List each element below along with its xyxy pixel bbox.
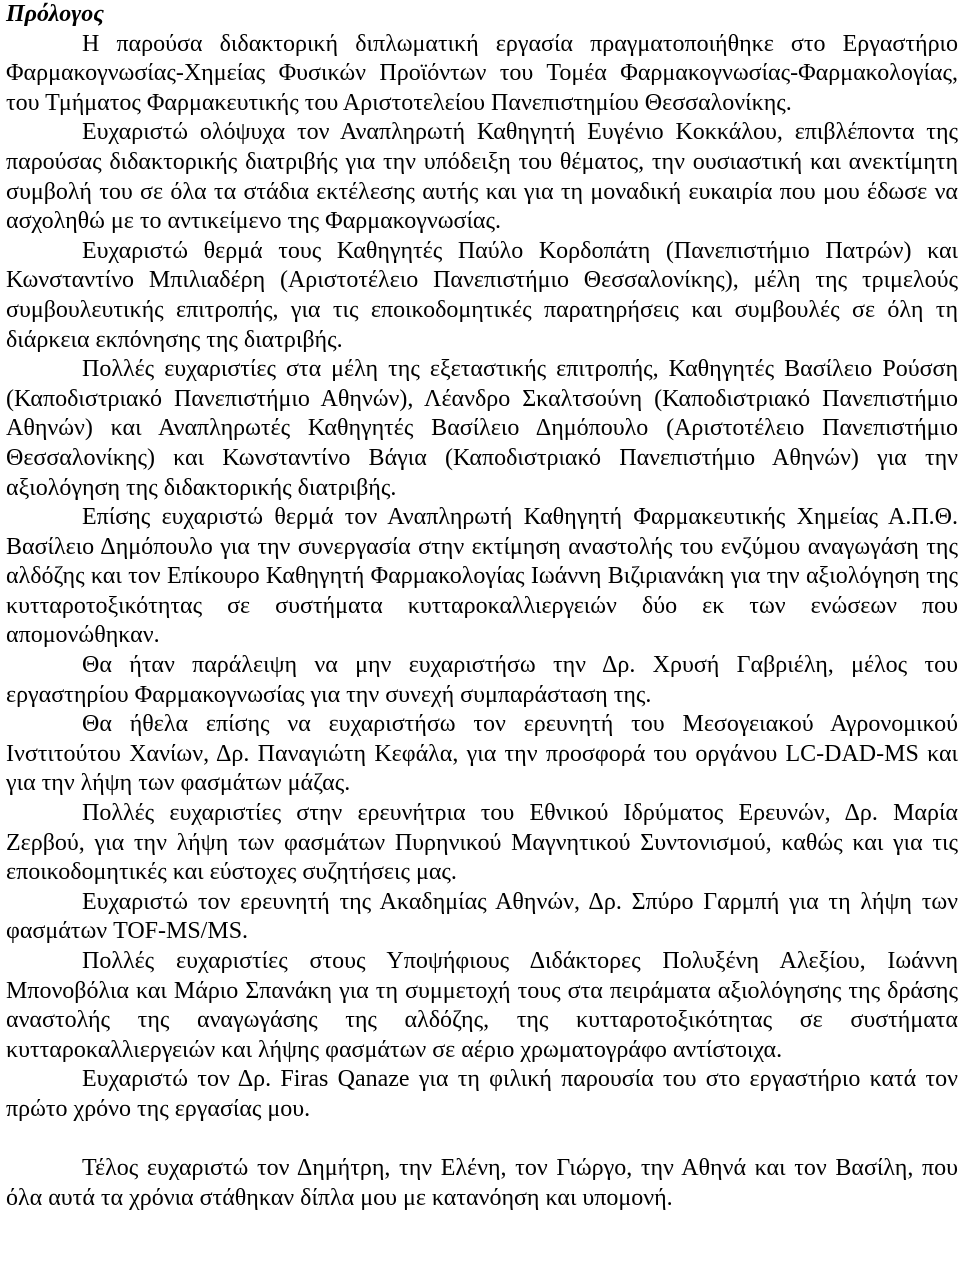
- document-page: [6, 0, 958, 1213]
- paragraph-phd-candidates: Πολλές ευχαριστίες στους Υποψήφιους Διδάκτορες Πολυξένη Αλεξίου, Ιωάννη Μπονοβόλια και Μάριο Σπανάκη για τη συμμετοχή τους στα πειράματα αξιολόγησης της δράσης αναστολής της αναγωγάσης της αλδόζης, της κυτταροτοξικότητας σε συστήματα κυτταροκαλλιεργειών και λήψης φασμάτων σε αέριο χρωματογράφο αντίστοιχα.: [6, 948, 958, 1063]
- paragraph-tof-ms: Ευχαριστώ τον ερευνητή της Ακαδημίας Αθηνών, Δρ. Σπύρο Γαρμπή για τη λήψη των φασμάτων TOF-MS/MS.: [6, 888, 958, 945]
- paragraph-collaborators: Επίσης ευχαριστώ θερμά τον Αναπληρωτή Καθηγητή Φαρμακευτικής Χημείας Α.Π.Θ. Βασίλειο Δημόπουλο για την συνεργασία στην εκτίμηση αναστολής του ενζύμου αναγωγάση της αλδόζης και τον Επίκουρο Καθηγητή Φαρμακολογίας Ιωάννη Βιζιριανάκη για την αξιολόγηση της κυτταροτοξικότητας σε συστήματα κυτταροκαλλιεργειών δύο εκ των ενώσεων που απομονώθηκαν.: [6, 504, 958, 649]
- paragraph-examiners: Πολλές ευχαριστίες στα μέλη της εξεταστικής επιτροπής, Καθηγητές Βασίλειο Ρούσση (Καποδιστριακό Πανεπιστήμιο Αθηνών), Λέανδρο Σκαλτσούνη (Καποδιστριακό Πανεπιστήμιο Αθηνών) και Αναπληρωτές Καθηγητές Βασίλειο Δημόπουλο (Αριστοτέλειο Πανεπιστήμιο Θεσσαλονίκης) και Κωνσταντίνο Βάγια (Καποδιστριακό Πανεπιστήμιο Αθηνών) για την αξιολόγηση της διδακτορικής διατριβής.: [6, 356, 958, 501]
- paragraph-lab-member: Θα ήταν παράλειψη να μην ευχαριστήσω την Δρ. Χρυσή Γαβριέλη, μέλος του εργαστηρίου Φαρμακογνωσίας για την συνεχή συμπαράσταση της.: [6, 652, 958, 708]
- paragraph-nmr: Πολλές ευχαριστίες στην ερευνήτρια του Εθνικού Ιδρύματος Ερευνών, Δρ. Μαρία Ζερβού, για την λήψη των φασμάτων Πυρηνικού Μαγνητικού Συντονισμού, καθώς και για τις εποικοδομητικές και εύστοχες συζητήσεις μας.: [6, 800, 958, 886]
- paragraph-committee: Ευχαριστώ θερμά τους Καθηγητές Παύλο Κορδοπάτη (Πανεπιστήμιο Πατρών) και Κωνσταντίνο Μπιλιαδέρη (Αριστοτέλειο Πανεπιστήμιο Θεσσαλονίκης), μέλη της τριμελούς συμβουλευτικής επιτροπής, για τις εποικοδομητικές παρατηρήσεις και συμβουλές σε όλη τη διάρκεια εκπόνησης της διατριβής.: [6, 237, 958, 353]
- paragraph-colleague: Ευχαριστώ τον Δρ. Firas Qanaze για τη φιλική παρουσία του στο εργαστήριο κατά τον πρώτο χρόνο της εργασίας μου.: [6, 1066, 958, 1122]
- paragraph-family: Τέλος ευχαριστώ τον Δημήτρη, την Ελένη, τον Γιώργο, την Αθηνά και τον Βασίλη, που όλα αυτά τα χρόνια στάθηκαν δίπλα μου με κατανόηση και υπομονή.: [6, 1155, 958, 1211]
- paragraph-supervisor: Ευχαριστώ ολόψυχα τον Αναπληρωτή Καθηγητή Ευγένιο Κοκκάλου, επιβλέποντα της παρούσας διδακτορικής διατριβής για την υπόδειξη του θέματος, την ουσιαστική και ανεκτίμητη συμβολή του σε όλα τα στάδια εκτέλεσης αυτής και για τη μοναδική ευκαιρία που μου έδωσε να ασχοληθώ με το αντικείμενο της Φαρμακογνωσίας.: [6, 119, 958, 235]
- paragraph-lab: Η παρούσα διδακτορική διπλωματική εργασία πραγματοποιήθηκε στο Εργαστήριο Φαρμακογνωσίας-Χημείας Φυσικών Προϊόντων του Τομέα Φαρμακογνωσίας-Φαρμακολογίας, του Τμήματος Φαρμακευτικής του Αριστοτελείου Πανεπιστημίου Θεσσαλονίκης.: [6, 30, 958, 116]
- paragraph-lc-ms: Θα ήθελα επίσης να ευχαριστήσω τον ερευνητή του Μεσογειακού Αγρονομικού Ινστιτούτου Χανίων, Δρ. Παναγιώτη Κεφάλα, για την προσφορά του οργάνου LC-DAD-MS και για την λήψη των φασμάτων μάζας.: [6, 711, 958, 797]
- page-title: Πρόλογος: [6, 1, 104, 27]
